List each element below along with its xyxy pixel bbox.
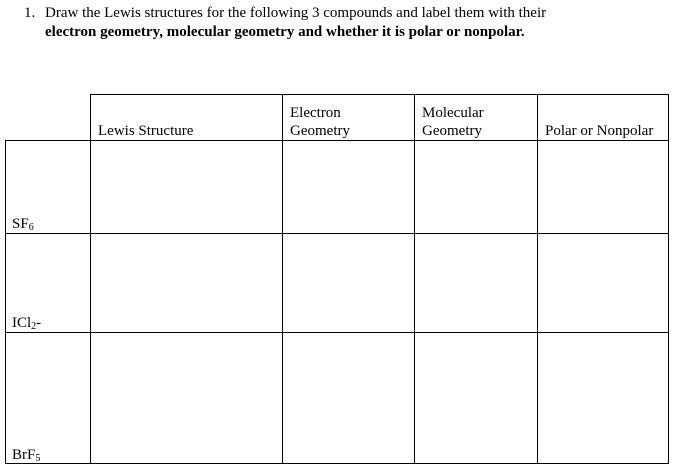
cell-brf5-polarity[interactable]: [538, 333, 668, 463]
header-lewis-structure: Lewis Structure: [98, 123, 194, 139]
question-number: 1.: [24, 5, 36, 21]
header-electron-geometry-line2: Geometry: [290, 123, 350, 139]
cell-brf5-electron-geometry[interactable]: [283, 333, 414, 463]
cell-icl2-lewis[interactable]: [91, 234, 282, 332]
cell-icl2-molecular-geometry[interactable]: [415, 234, 537, 332]
row-label-icl2: ICl$_2$-: [12, 315, 42, 332]
cell-sf6-lewis[interactable]: [91, 141, 282, 233]
header-molecular-geometry-line1: Molecular: [422, 105, 484, 121]
header-polar-or-nonpolar: Polar or Nonpolar: [545, 123, 654, 139]
col-divider-right: [668, 94, 669, 464]
table-border-top: [90, 94, 669, 95]
question-line-1: Draw the Lewis structures for the following 3 compounds and label them with their: [45, 5, 547, 21]
table-border-bottom: [5, 463, 669, 464]
row-label-brf5: BrF$_5$: [12, 447, 41, 464]
col-divider-left: [5, 140, 6, 464]
row-label-sf6: $SF_6$: [12, 216, 34, 233]
header-electron-geometry-line1: Electron: [290, 105, 341, 121]
cell-sf6-electron-geometry[interactable]: [283, 141, 414, 233]
cell-brf5-lewis[interactable]: [91, 333, 282, 463]
cell-sf6-polarity[interactable]: [538, 141, 668, 233]
cell-sf6-molecular-geometry[interactable]: [415, 141, 537, 233]
cell-icl2-electron-geometry[interactable]: [283, 234, 414, 332]
question-line-2: electron geometry, molecular geometry and whether it is polar or nonpolar.: [45, 24, 525, 40]
cell-brf5-molecular-geometry[interactable]: [415, 333, 537, 463]
header-molecular-geometry-line2: Geometry: [422, 123, 482, 139]
cell-icl2-polarity[interactable]: [538, 234, 668, 332]
